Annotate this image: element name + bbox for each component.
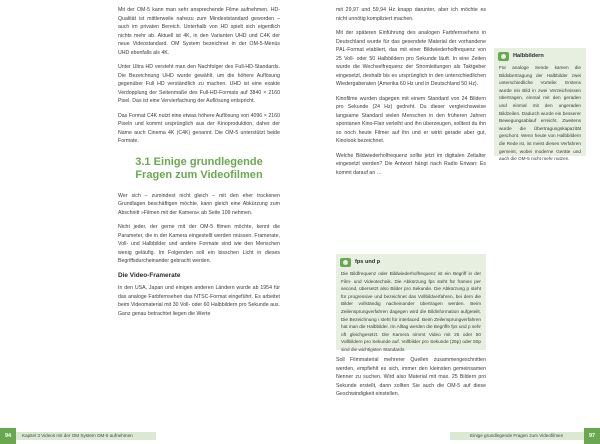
paragraph: In den USA, Japan und einigen anderen Ländern wurde ab 1954 für das analoge Farbfernsehen das NTSC-Format eingeführt. Es arbeitet beim Videomaterial mit 30 Voll- oder 60 Halbbildern pro Sekunde aus. Ganz genau betrachtet liegen die Werte <box>118 285 280 317</box>
paragraph: Nicht jeder, der gerne mit der OM-5 filmen möchte, kennt die Parameter, die in der Kamera eingestellt werden müssen. Framerate, Voll- und Halbbilder und andere Formate sind wie den Menschen wenig geläufig. Im Folgenden soll ein bisschen Licht in dieses Begriffsdurcheinander gebracht werden. <box>118 224 280 264</box>
paragraph: Kinofilme wurden dagegen mit einem Standard von 24 Bildern pro Sekunde (24 Hz) gedreht. Du dieser vergleichsweise langsame Standard vielen Menschen in den früheren Jahren spontanen Kino-Flair verleiht und ihn überzeugen, solltest du ihn so noch heute Filmer auf ihn und er wirkt gerade aber gut, Kinolook bezeichnet. <box>336 95 486 144</box>
paragraph: Mit der späteren Einführung des analogen Farbfernsehens in Deutschland wurde für das gesendete Material der vorhandene PAL-Format etabliert, das mit einer Bildwiederholfrequenz von 25 Voll- oder 50 Halbbildern pro Sekunde läuft. In eine Zeiten wurde die Wechselfrequenz der Stromleitungen als Taktgeber eingesetzt, deshalb bis es ursprünglich in den unterschiedlichen Wiedergaberaten (Amerika 60 Hz und in Deutschland 50 Hz). <box>336 30 486 87</box>
running-head: Einige grundlegende Fragen zum Videofilmen <box>470 433 564 438</box>
right-column <box>336 6 486 183</box>
page-footer <box>0 428 300 444</box>
right-column-lower <box>336 356 486 405</box>
info-box-text: Für analoge Sende kamen die Bildübertragung der Halbbilder zwei unterschiedliche Vorteile: Erstens wurde ein Bild in zwei Verzeichnissen übertragen, einmal mit den geraden und einmal mit den ungeraden Bildzeilen. Dadurch wurde ein besserer Bewegungsablauf erreicht. Zweitens wurde die Übertragungskapazität geschont. Wenn heute von Halbbildern die Rede ist, ist meist dieses Verfahren gemeint, wobei moderne Geräte und auch die OM-5 nicht mehr nutzen. <box>499 65 581 162</box>
camera-icon <box>498 52 509 61</box>
paragraph: Mit der OM-5 kann man sehr ansprechende Filme aufnehmen. HD-Qualität ist mittlerweile nahezu zum Mindeststandard geworden – auch im privaten Bereich. Unterhalb von HD spielt sich eigentlich nichts mehr ab. Aktuell ist 4K, in den Varianten UHD und C4K der neue Videostandard. OM System bezeichnet in der OM-5-Menüs UHD ebenfalls als 4K. <box>118 7 280 56</box>
paragraph: Unter Ultra HD versteht man den Nachfolger des Full-HD-Standards. Die Bezeichnung UHD wurde gewählt, um die höhere Auflösung gegenüber Full HD verständlich zu machen. UHD ist eine exakte Verdopplung der Seitenmaße des Full-HD-Formats auf 3840 × 2160 Pixel. Das ist eine Vervierfachung der Auflösung entspricht. <box>118 64 280 104</box>
page-number: 97 <box>584 428 600 444</box>
info-box-halbbilder <box>494 48 586 162</box>
paragraph: Welche Bildwiederholfrequenz sollte jetzt im digitalen Zeitalter eingesetzt werden? Die Antwort hängt nach Radio Eriwan: Es kommt darauf an … <box>336 152 486 176</box>
left-column <box>118 6 280 324</box>
paragraph: Das Format C4K nutzt eine etwas höhere Auflösung von 4096 × 2160 Pixeln und kommt ursprünglich aus der Kinoproduktion, daher der Name auch Cinema 4K (C4K) genannt. Die OM-5 unterstützt beide Formate. <box>118 112 280 144</box>
info-box-text: Die Bildfrequenz oder Bildwiederholfrequenz ist ein Begriff in der Film- und Videotechnik. Die Abkürzung fps steht für frames per second, übersetzt also Bilder pro Sekunde. Die Abkürzung p steht für progressive und bezeichnet das Vollbildverfahren, bei dem die Bilder vollständig nacheinander übertragen werden. Beim Zeilensprungverfahren dagegen wird die Bildinformation aufgeteilt. Die Bezeichnung i steht für interlaced. Beim Zeilensprungverfahren hat man die Halbbilder. Im Alltag werden die Begriffe fps und p sehr oft gleichgesetzt. Die Kamera nimmt Video mit 25 oder 50 Vollbildern pro Sekunde auf. Vollbilder pro Sekunde (25p) oder 50p sind die wichtigsten Standards. <box>341 271 481 352</box>
info-box-title: fps und p <box>355 259 381 265</box>
section-title: 3.1 Einige grundlegende Fragen zum Videofilmen <box>135 155 263 181</box>
page-number: 94 <box>0 428 16 444</box>
page-footer <box>300 428 600 444</box>
running-head: Kapitel 3 Videos mit der OM System OM-5 aufnehmen <box>22 433 133 438</box>
info-box-fps <box>336 254 486 350</box>
info-box-title: Halbbildern <box>513 53 544 59</box>
paragraph: mit 29,97 und 59,94 Hz knapp darunter, aber ich möchte es nicht unnötig kompliziert machen. <box>336 7 486 22</box>
camera-icon <box>340 258 351 267</box>
subheading: Die Video-Framerate <box>118 271 181 279</box>
right-page <box>300 0 600 444</box>
paragraph: Soll Filmmaterial mehrerer Quellen zusammengeschnitten werden, empfiehlt es sich, immer den kleinsten gemeinsamen Nenner zu suchen. Wird also Material mit max. 25 Bildern pro Sekunde erstellt, dann sollten Sie auch die OM-5 auf diese Geschwindigkeit einstellen. <box>336 357 486 397</box>
paragraph: Wer sich – zumindest nicht gleich – mit den eher trockenen Grundlagen beschäftigen möchte, kann gleich eine Abkürzung zum Abschnitt »Filmen mit der Kamera« ab Seite 109 nehmen. <box>118 192 280 216</box>
